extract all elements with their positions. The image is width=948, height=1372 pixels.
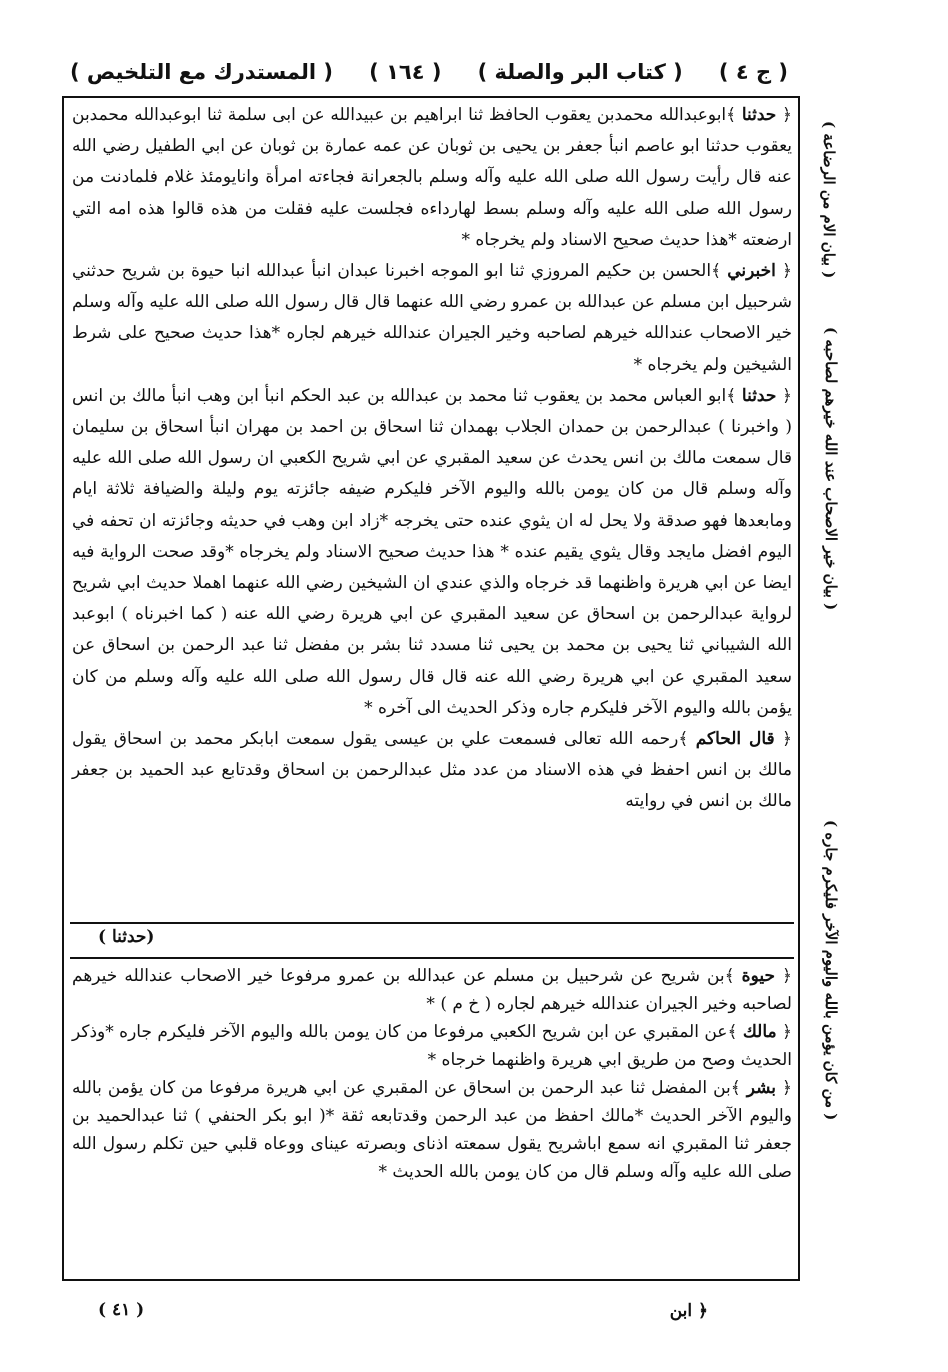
paragraph-body: ابوعبدالله محمدبن يعقوب الحافظ ثنا ابراهيم بن عبيدالله عن ابى سلمة ثنا ابوعبدالله محمدبن يعقوب حدثنا ابو عاصم انبأ جعفر بن يحيى بن ثوبان عن عمه عمارة بن ثوبان عن ابي الطفيل رضي الله عنه قال رأيت رسول الله صلى الله عليه وآله وسلم بالجعرانة فجاءته امرأة وانايومئذ غلام فلمادنت من رسول الله صلى الله عليه وآله وسلم بسط لهارداءه فجلست عليه فقلت من هذه قالوا هذه امه التي ارضعته *هذا حديث صحيح الاسناد ولم يخرجاه * bbox=[72, 105, 792, 250]
paragraph-lead: قال الحاكم bbox=[695, 729, 775, 750]
paragraph-body: بن المفضل ثنا عبد الرحمن بن اسحاق عن المقبري عن ابي هريرة مرفوعا من كان يؤمن بالله واليوم الآخر الحديث *مالك احفظ من عبد الرحمن وقدتابعه ثقة *( ابو بكر الحنفي ) ثنا عبدالحميد بن جعفر ثنا المقبري انه سمع اباشريح يقول سمعته اذناى وبصرته عيناى ووعاه قلبي حين تكلم رسول الله صلى الله عليه وآله وسلم قال من كان يومن بالله الحديث * bbox=[72, 1078, 792, 1182]
summary-paragraph: ﴿ حيوة ﴾بن شريح عن شرحبيل بن مسلم عن عبدالله بن عمرو مرفوعا خير الاصحاب عندالله خيرهم لصاحبه وخير الجيران عندالله خيرهم لجاره ( خ م ) * bbox=[72, 966, 792, 1014]
paragraph-body: عن المقبري عن ابن شريح الكعبي مرفوعا من كان يومن بالله واليوم الآخر فليكرم جاره *وذكر الحديث وصح من طريق ابي هريرة واظنهما خرجاه * bbox=[72, 1022, 792, 1070]
signature-mark: ( ٤١ ) bbox=[98, 1300, 145, 1320]
margin-note: ( بيان الام من الرضاعة ) bbox=[820, 120, 838, 278]
paragraph-lead: حدثنا bbox=[741, 105, 777, 125]
paragraph-lead: مالك bbox=[742, 1022, 777, 1042]
hadith-paragraph: ﴿ حدثنا ﴾ابو العباس محمد بن يعقوب ثنا محمد بن عبدالله بن عبد الحكم انبأ ابن وهب انبأ مالك بن انس ( واخبرنا ) عبدالرحمن بن حمدان الجلاب بهمدان ثنا اسحاق بن احمد بن مهران انبأ اسحاق بن سليمان قال سمعت مالك بن انس يحدث عن سعيد المقبري عن ابي شريح الكعبي ان رسول الله صلى الله عليه وآله وسلم قال من كان يومن بالله واليوم الآخر فليكرم ضيفه جائزته يوم وليلة والضيافة ثلاثة ايام ومابعدها فهو صدقة ولا يحل له ان يثوي عنده حتى يخرجه *زاد ابن وهب في حديثه وجائزته ان تحفه في اليوم افضل مايجد وقال يثوي يقيم عنده * هذا حديث صحيح الاسناد ولم يخرجاه *وقد صحت الرواية فيه ايضا عن ابي هريرة واظنهما قد خرجاه والذي عندي ان الشيخين رضي الله عنهما اهملا حديث ابي شريح لرواية عبدالرحمن بن اسحاق عن سعيد المقبري عن ابي هريرة رضي الله عنه ( كما اخبرناه ) ابوعبد الله الشيباني ثنا يحيى بن محمد بن يحيى ثنا مسدد ثنا بشر بن مفضل ثنا عبد الرحمن بن اسحاق عن سعيد المقبري عن ابي هريرة رضي الله عنه قال قال رسول الله صلى الله عليه وآله وسلم من كان يؤمن بالله واليوم الآخر فليكرم جاره وذكر الحديث الى آخره * bbox=[72, 385, 792, 718]
paragraph-lead: حيوة bbox=[741, 966, 775, 986]
hadith-paragraph: ﴿ قال الحاكم ﴾رحمه الله تعالى فسمعت علي بن عيسى يقول سمعت ابابكر محمد بن اسحاق يقول مالك بن انس احفظ في هذه الاسناد من عدد مثل عبدالرحمن بن اسحاق وقدتابع عبد الحميد بن جعفر مالك بن انس في روايته bbox=[72, 729, 792, 812]
summary-paragraph: ﴿ مالك ﴾عن المقبري عن ابن شريح الكعبي مرفوعا من كان يومن بالله واليوم الآخر فليكرم جاره *وذكر الحديث وصح من طريق ابي هريرة واظنهما خرجاه * bbox=[72, 1022, 792, 1070]
hadith-paragraph: ﴿ حدثنا ﴾ابوعبدالله محمدبن يعقوب الحافظ ثنا ابراهيم بن عبيدالله عن ابى سلمة ثنا ابوعبدالله محمدبن يعقوب حدثنا ابو عاصم انبأ جعفر بن يحيى بن ثوبان عن عمه عمارة بن ثوبان عن ابي الطفيل رضي الله عنه قال رأيت رسول الله صلى الله عليه وآله وسلم بالجعرانة فجاءته امرأة وانايومئذ غلام فلمادنت من رسول الله صلى الله عليه وآله وسلم بسط لهارداءه فجلست عليه فقلت من هذه قالوا هذه امه التي ارضعته *هذا حديث صحيح الاسناد ولم يخرجاه * bbox=[72, 105, 792, 250]
book-title: ( المستدرك مع التلخيص ) bbox=[70, 60, 333, 84]
section-divider-top bbox=[70, 922, 794, 924]
catchword-text: ابن bbox=[669, 1301, 693, 1321]
main-text bbox=[72, 100, 792, 818]
section-catchword: (حدثنا ) bbox=[98, 927, 155, 947]
chapter-title: ( كتاب البر والصلة ) bbox=[477, 60, 683, 84]
summary-paragraph: ﴿ بشر ﴾بن المفضل ثنا عبد الرحمن بن اسحاق عن المقبري عن ابي هريرة مرفوعا من كان يؤمن بالله واليوم الآخر الحديث *مالك احفظ من عبد الرحمن وقدتابعه ثقة *( ابو بكر الحنفي ) ثنا عبدالحميد بن جعفر ثنا المقبري انه سمع اباشريح يقول سمعته اذناى وبصرته عيناى ووعاه قلبي حين تكلم رسول الله صلى الله عليه وآله وسلم قال من كان يومن بالله الحديث * bbox=[72, 1078, 792, 1182]
paragraph-body: رحمه الله تعالى فسمعت علي بن عيسى يقول سمعت ابابكر محمد بن اسحاق يقول مالك بن انس احفظ في هذه الاسناد من عدد مثل عبدالرحمن بن اسحاق وقدتابع عبد الحميد بن جعفر مالك بن انس في روايته bbox=[72, 729, 792, 812]
paragraph-body: ابو العباس محمد بن يعقوب ثنا محمد بن عبدالله بن عبد الحكم انبأ ابن وهب انبأ مالك بن انس ( واخبرنا ) عبدالرحمن بن حمدان الجلاب بهمدان ثنا اسحاق بن احمد بن مهران انبأ اسحاق بن سليمان قال سمعت مالك بن انس يحدث عن سعيد المقبري عن ابي شريح الكعبي ان رسول الله صلى الله عليه وآله وسلم قال من كان يومن بالله واليوم الآخر فليكرم ضيفه جائزته يوم وليلة والضيافة ثلاثة ايام ومابعدها فهو صدقة ولا يحل له ان يثوي عنده حتى يخرجه *زاد ابن وهب في حديثه وجائزته ان تحفه في اليوم افضل مايجد وقال يثوي يقيم عنده * هذا حديث صحيح الاسناد ولم يخرجاه *وقد صحت الرواية فيه ايضا عن ابي هريرة واظنهما قد خرجاه والذي عندي ان الشيخين رضي الله عنهما اهملا حديث ابي شريح لرواية عبدالرحمن بن اسحاق عن سعيد المقبري عن ابي هريرة رضي الله عنه ( كما اخبرناه ) ابوعبد الله الشيباني ثنا يحيى بن محمد بن يحيى ثنا مسدد ثنا بشر بن مفضل ثنا عبد الرحمن بن اسحاق عن سعيد المقبري عن ابي هريرة رضي الله عنه قال قال رسول الله صلى الله عليه وآله وسلم من كان يؤمن بالله واليوم الآخر فليكرم جاره وذكر الحديث الى آخره * bbox=[72, 385, 792, 718]
paragraph-lead: حدثنا bbox=[741, 385, 777, 406]
paragraph-lead: بشر bbox=[746, 1078, 777, 1098]
paragraph-body: الحسن بن حكيم المروزي ثنا ابو الموجه اخبرنا عبدان انبأ عبدالله انبا حيوة بن شريح حدثني شرحبيل ابن مسلم عن عبدالله بن عمرو رضي الله عنهما قال قال رسول الله صلى الله عليه وآله وسلم خير الاصحاب عندالله خيرهم لصاحبه وخير الجيران عندالله خيرهم لجاره *هذا حديث صحيح على شرط الشيخين ولم يخرجاه * bbox=[72, 261, 792, 375]
margin-note: ( بيان خير الاصحاب عند الله خيرهم لصاحبه ) bbox=[822, 326, 840, 610]
page-header bbox=[70, 52, 788, 92]
margin-note: ( من كان يؤمن بالله واليوم الآخر فليكرم جاره ) bbox=[822, 819, 840, 1120]
section-divider-bottom bbox=[70, 957, 794, 959]
page-footer bbox=[98, 1300, 708, 1321]
catchword: ﴿ ابن bbox=[669, 1301, 708, 1321]
hadith-paragraph: ﴿ اخبرني ﴾الحسن بن حكيم المروزي ثنا ابو الموجه اخبرنا عبدان انبأ عبدالله انبا حيوة بن شريح حدثني شرحبيل ابن مسلم عن عبدالله بن عمرو رضي الله عنهما قال قال رسول الله صلى الله عليه وآله وسلم خير الاصحاب عندالله خيرهم لصاحبه وخير الجيران عندالله خيرهم لجاره *هذا حديث صحيح على شرط الشيخين ولم يخرجاه * bbox=[72, 261, 792, 375]
paragraph-body: بن شريح عن شرحبيل بن مسلم عن عبدالله بن عمرو مرفوعا خير الاصحاب عندالله خيرهم لصاحبه وخير الجيران عندالله خيرهم لجاره ( خ م ) * bbox=[72, 966, 792, 1014]
page-number: ( ١٦٤ ) bbox=[369, 60, 442, 84]
paragraph-lead: اخبرني bbox=[727, 261, 776, 282]
volume-number: ( ج ٤ ) bbox=[718, 60, 788, 84]
summary-text bbox=[72, 962, 792, 1186]
